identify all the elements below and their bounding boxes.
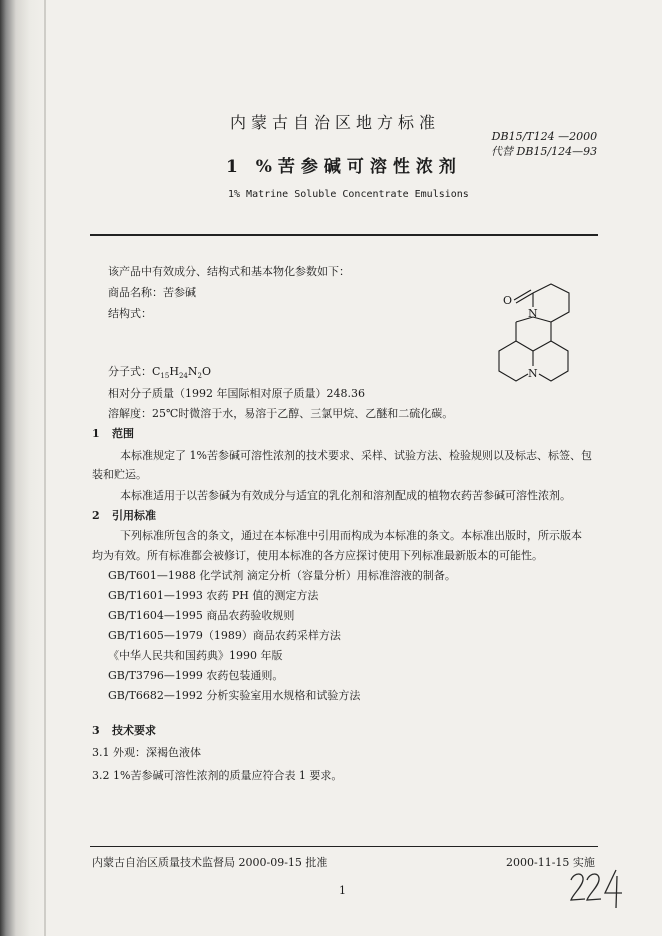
reference-item: 《中华人民共和国药典》1990 年版 [108,649,283,662]
section-1-para2: 本标准适用于以苦参碱为有效成分与适宜的乳化剂和溶剂配成的植物农药苦参碱可溶性浓剂。 [120,489,571,502]
formula-nitrogen-count: 2 [197,372,202,381]
handwritten-stroke [571,874,585,900]
page-number: 1 [339,884,346,897]
standard-category: 内蒙古自治区地方标准 [230,113,441,132]
approval-note: 内蒙古自治区质量技术监督局 2000-09-15 批准 [92,856,328,869]
reference-item: GB/T1605—1979（1989）商品农药采样方法 [108,629,341,642]
section-2-title: 引用标准 [112,509,156,522]
section-1-number: 1 [92,427,100,440]
intro-lead: 该产品中有效成分、结构式和基本物化参数如下： [108,265,350,278]
formula-label: 分子式： [108,365,152,378]
section-1-para1-line2: 装和贮运。 [92,468,147,481]
formula-nitrogen: N [187,365,198,378]
handwritten-stroke [605,870,622,908]
atom-oxygen: O [503,294,513,307]
molecular-mass: 相对分子质量（1992 年国际相对原子质量）248.36 [108,387,365,400]
standard-code-number: DB15/T124 —2000 [491,130,598,143]
reference-item: GB/T601—1988 化学试剂 滴定分析（容量分析）用标准溶液的制备。 [108,569,456,582]
structure-label: 结构式： [108,307,152,320]
document-title-english: 1% Matrine Soluble Concentrate Emulsions [228,189,469,200]
reference-item: GB/T6682—1992 分析实验室用水规格和试验方法 [108,689,361,702]
standard-code [491,129,597,159]
section-2-para-line1: 下列标准所包含的条文，通过在本标准中引用而构成为本标准的条文。本标准出版时，所示版本 [120,529,582,542]
formula-hydrogen: H [169,365,179,378]
solubility: 溶解度：25℃时微溶于水，易溶于乙醇、三氯甲烷、乙醚和二硫化碳。 [108,407,454,420]
standard-code-replaces: 代替 DB15/124—93 [491,145,598,158]
formula-hydrogen-count: 24 [178,372,188,381]
atom-nitrogen-upper: N [528,307,538,320]
document-title: 1 %苦参碱可溶性浓剂 [226,157,462,177]
section-2-para-line2: 均为有效。所有标准都会被修订，使用本标准的各方应探讨使用下列标准最新版本的可能性。 [92,549,543,562]
section-1-para1-line1: 本标准规定了 1%苦参碱可溶性浓剂的技术要求、采样、试验方法、检验规则以及标志、标签、包 [120,449,592,462]
formula-carbon: C [152,365,161,378]
reference-item: GB/T3796—1999 农药包装通则。 [108,669,284,682]
section-3-title: 技术要求 [112,724,156,737]
reference-item: GB/T1604—1995 商品农药验收规则 [108,609,295,622]
footer-divider [90,846,598,847]
product-name: 商品名称：苦参碱 [108,286,196,299]
atom-nitrogen-lower: N [528,367,538,380]
section-3-item-1: 3.1 外观：深褐色液体 [92,746,201,759]
section-2-number: 2 [92,509,100,522]
section-3-number: 3 [92,724,100,737]
molecular-formula [108,363,211,385]
section-3-item-2: 3.2 1%苦参碱可溶性浓剂的质量应符合表 1 要求。 [92,769,343,782]
matrine-structure-diagram [478,265,588,395]
header-divider [90,234,598,236]
handwritten-stroke [587,874,601,900]
implementation-date: 2000-11-15 实施 [506,856,595,869]
section-1-title: 范围 [112,427,134,440]
reference-item: GB/T1601—1993 农药 PH 值的测定方法 [108,589,319,602]
formula-oxygen: O [201,365,211,378]
handwritten-page-mark [568,866,624,912]
formula-carbon-count: 15 [160,372,170,381]
